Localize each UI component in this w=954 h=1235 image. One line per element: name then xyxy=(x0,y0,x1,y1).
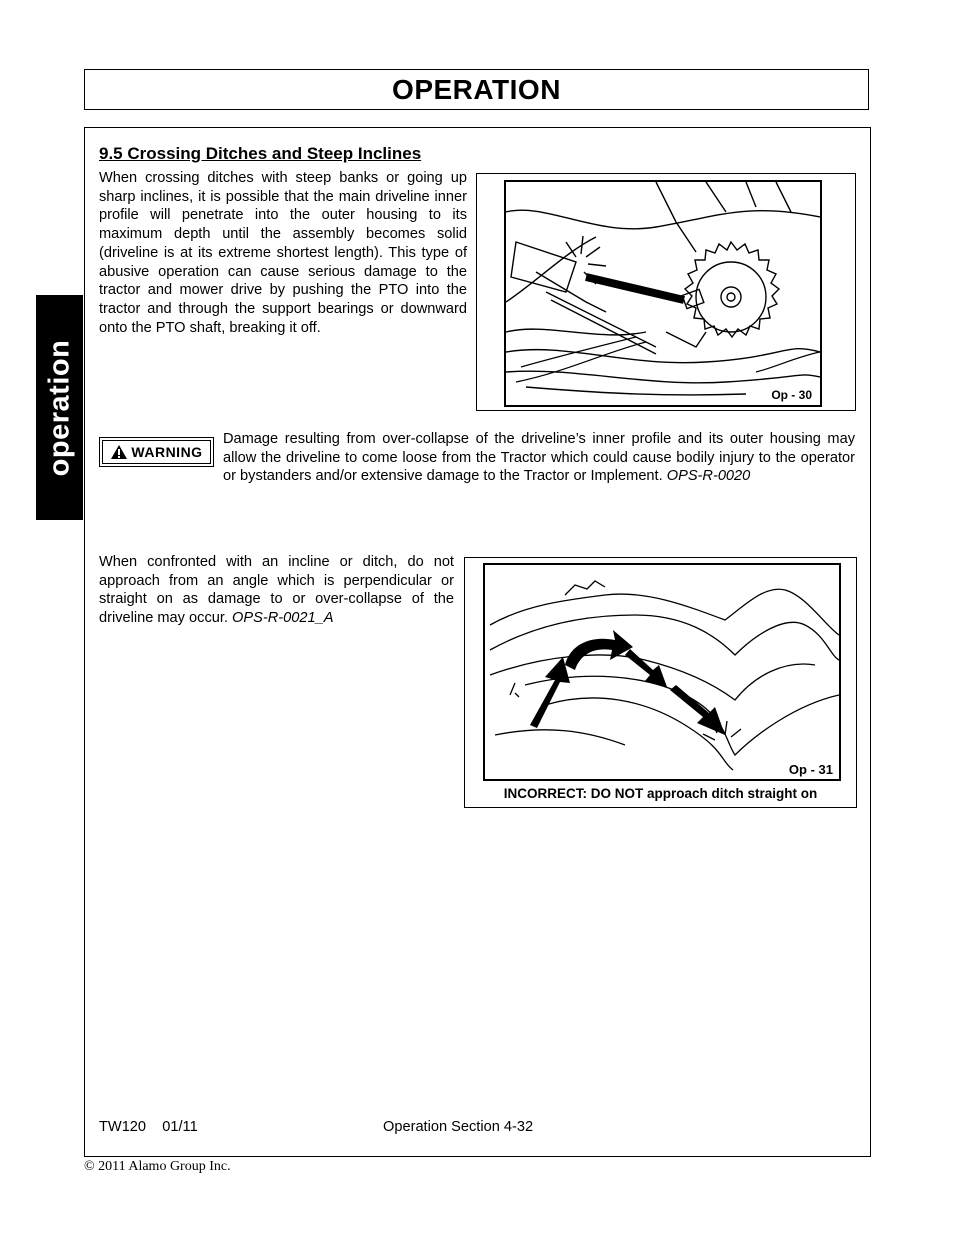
paragraph-crossing-ditches: When crossing ditches with steep banks or going up sharp inclines, it is possible that the main driveline inner profile will penetrate into the outer housing to its maximum depth until the assembly becomes solid (driveline is at its extreme shortest length). This type of abusive operation can cause serious damage to the tractor and mower drive by pushing the PTO into the tractor and through the support bearings or downward onto the PTO shaft, breaking it off. xyxy=(99,170,467,336)
section-heading: 9.5 Crossing Ditches and Steep Inclines xyxy=(99,144,422,163)
side-tab-label: operation xyxy=(43,339,75,476)
warning-text xyxy=(223,430,855,486)
warning-triangle-icon xyxy=(110,444,128,460)
paragraph-incline-approach xyxy=(99,553,454,628)
page-header xyxy=(84,69,869,110)
driveline-drawing xyxy=(506,182,820,405)
warning-label: WARNING xyxy=(131,444,203,460)
side-section-tab xyxy=(36,295,83,520)
incline-approach-reference: OPS-R-0021_A xyxy=(232,610,334,627)
driveline-illustration xyxy=(504,180,822,407)
warning-body: Damage resulting from over-collapse of the driveline’s inner profile and its outer housing may allow the driveline to come loose from the Tractor which could cause bodily injury to the operator or bystanders and/or extensive damage to the Tractor or Implement. xyxy=(223,431,855,485)
figure-op-31 xyxy=(464,557,857,808)
ditch-illustration xyxy=(483,563,841,781)
ditch-approach-drawing xyxy=(485,565,839,779)
figure-op-30 xyxy=(476,173,856,411)
warning-sign xyxy=(99,437,214,467)
footer-model-date: TW120 01/11 xyxy=(99,1119,198,1135)
copyright-notice: © 2011 Alamo Group Inc. xyxy=(84,1159,231,1174)
footer-page-number: Operation Section 4-32 xyxy=(383,1119,534,1135)
incline-approach-body: When confronted with an incline or ditch, do not approach from an angle which is perpendicular or straight on as damage to or over-collapse of the driveline may occur. xyxy=(99,554,454,627)
figure-label-op-30: Op - 30 xyxy=(771,388,812,402)
warning-reference: OPS-R-0020 xyxy=(666,468,751,485)
page-title: OPERATION xyxy=(392,73,561,105)
figure-label-op-31: Op - 31 xyxy=(788,762,833,777)
figure-caption-op-31: INCORRECT: DO NOT approach ditch straight on xyxy=(503,786,818,801)
